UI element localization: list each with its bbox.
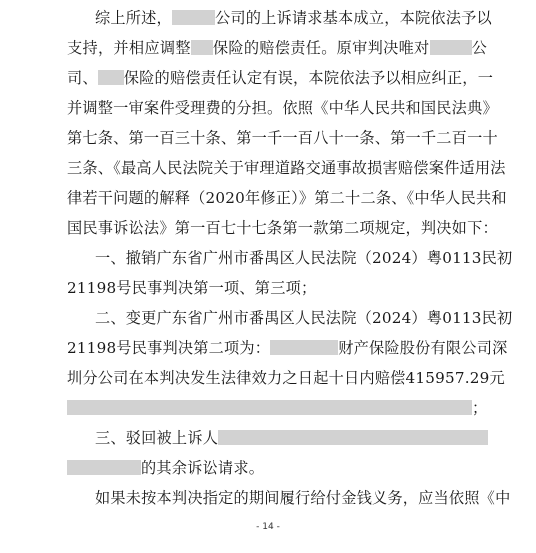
redaction-block xyxy=(67,460,141,475)
text: 保险的赔偿责任。原审判决唯对 xyxy=(212,39,430,57)
page-number: - 14 - xyxy=(256,522,280,532)
redaction-block xyxy=(172,10,215,25)
text: 公 xyxy=(471,39,487,57)
paragraph-line: 国民事诉讼法》第一百七十七条第一款第二项规定，判决如下： xyxy=(67,219,498,237)
redaction-block xyxy=(191,40,213,55)
text: 的其余诉讼请求。 xyxy=(141,459,265,477)
text: 司、 xyxy=(67,69,98,87)
redaction-block xyxy=(430,40,472,55)
redaction-block xyxy=(98,70,124,85)
paragraph-line xyxy=(67,38,487,58)
text: 财产保险股份有限公司深 xyxy=(338,339,508,357)
text: 二、变更广东省广州市番禺区人民法院（2024）粤0113民初 xyxy=(95,309,513,327)
text: ； xyxy=(472,399,488,417)
paragraph-line xyxy=(67,398,487,418)
text: 综上所述， xyxy=(95,9,172,27)
paragraph-line: 第七条、第一百三十条、第一千一百八十一条、第一千二百一十 xyxy=(67,129,498,147)
paragraph-line xyxy=(67,338,508,358)
text: 支持，并相应调整 xyxy=(67,39,191,57)
redaction-block xyxy=(218,430,488,445)
paragraph-line xyxy=(67,68,494,88)
paragraph-line: 律若干问题的解释（2020年修正）》第二十二条、《中华人民共和 xyxy=(67,189,507,207)
paragraph-line: 三条、《最高人民法院关于审理道路交通事故损害赔偿案件适用法 xyxy=(67,159,506,177)
judgment-item-2 xyxy=(67,308,513,328)
paragraph-line: 并调整一审案件受理费的分担。依照《中华人民共和国民法典》 xyxy=(67,99,498,117)
redaction-block xyxy=(67,400,472,415)
redaction-block xyxy=(270,340,338,355)
paragraph-line xyxy=(67,458,487,478)
judgment-item-3 xyxy=(67,428,487,448)
paragraph-line: 21198号民事判决第一项、第三项； xyxy=(67,279,317,297)
paragraph-line xyxy=(67,488,511,508)
text: 如果未按本判决指定的期间履行给付金钱义务，应当依照《中 xyxy=(95,489,511,507)
paragraph-line: 圳分公司在本判决发生法律效力之日起十日内赔偿415957.29元 xyxy=(67,369,505,387)
paragraph-line xyxy=(67,8,492,28)
text: 三、驳回被上诉人 xyxy=(95,429,219,447)
text: 公司的上诉请求基本成立，本院依法予以 xyxy=(214,9,492,27)
text: 21198号民事判决第二项为： xyxy=(67,339,271,357)
text: 一、撤销广东省广州市番禺区人民法院（2024）粤0113民初 xyxy=(95,249,513,267)
judgment-item-1 xyxy=(67,248,513,268)
text: 保险的赔偿责任认定有误，本院依法予以相应纠正，一 xyxy=(123,69,494,87)
